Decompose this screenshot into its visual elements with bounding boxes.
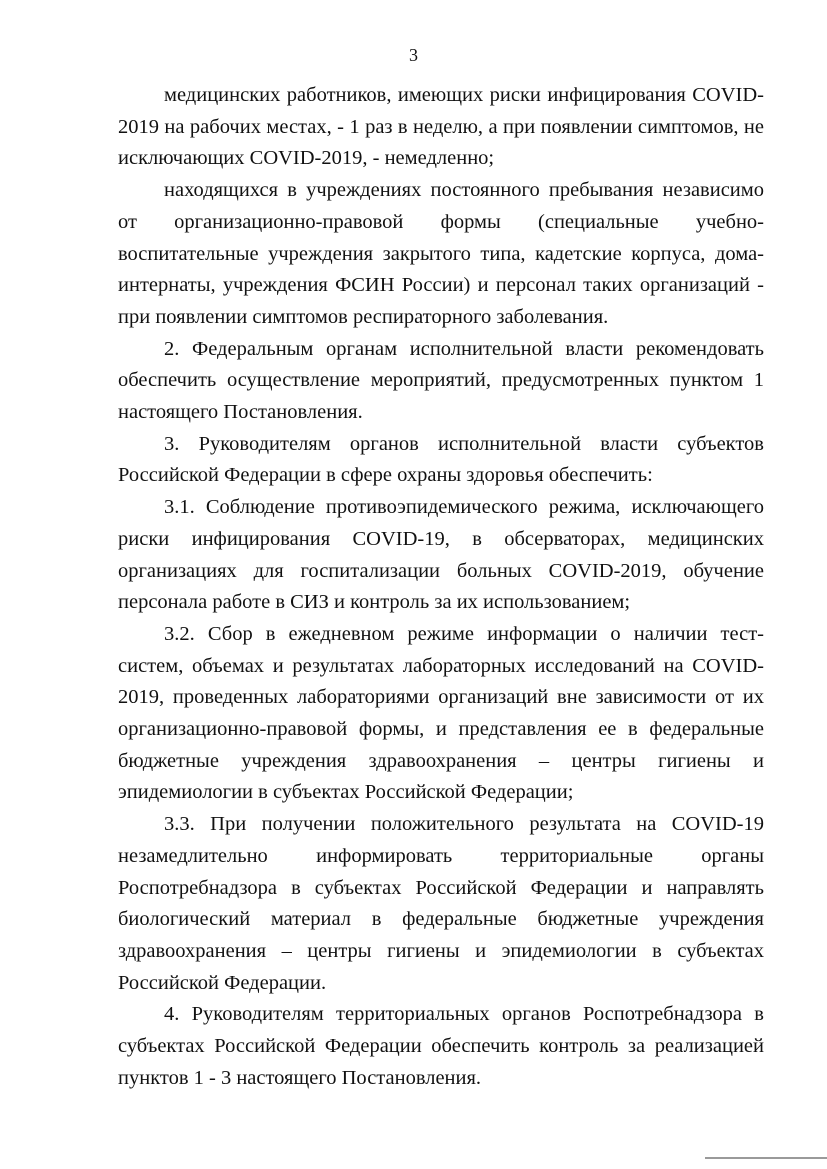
paragraph-item-4: 4. Руководителям территориальных органов Роспотребнадзора в субъектах Российской Федерации обеспечить контроль за реализацией пунктов 1 - 3 настоящего Постановления. (118, 1003, 764, 1089)
page-number: 3 (409, 45, 418, 65)
scan-edge-line (705, 1157, 827, 1159)
paragraph-item-3: 3. Руководителям органов исполнительной власти субъектов Российской Федерации в сфере охраны здоровья обеспечить: (118, 432, 764, 487)
paragraph-item-2: 2. Федеральным органам исполнительной власти рекомендовать обеспечить осуществление мероприятий, предусмотренных пунктом 1 настоящего Постановления. (118, 337, 764, 424)
paragraph-item-3-3: 3.3. При получении положительного результата на COVID-19 незамедлительно информировать территориальные органы Роспотребнадзора в субъектах Российской Федерации и направлять биологический материал в федеральные бюджетные учреждения здравоохранения – центры гигиены и эпидемиологии в субъектах Российской Федерации. (118, 813, 764, 994)
document-body (118, 80, 764, 1095)
paragraph-medical-workers: медицинских работников, имеющих риски инфицирования COVID-2019 на рабочих местах, - 1 раз в неделю, а при появлении симптомов, не исключающих COVID-2019, - немедленно; (118, 84, 764, 170)
paragraph-item-3-1: 3.1. Соблюдение противоэпидемического режима, исключающего риски инфицирования COVID-19, в обсерваторах, медицинских организациях для госпитализации больных COVID-2019, обучение персонала работе в СИЗ и контроль за их использованием; (118, 496, 764, 614)
paragraph-institutions: находящихся в учреждениях постоянного пребывания независимо от организационно-правовой формы (специальные учебно-воспитательные учреждения закрытого типа, кадетские корпуса, дома-интернаты, учреждения ФСИН России) и персонал таких организаций - при появлении симптомов респираторного заболевания. (118, 179, 764, 328)
paragraph-item-3-2: 3.2. Сбор в ежедневном режиме информации о наличии тест-систем, объемах и результатах лабораторных исследований на COVID-2019, проведенных лабораториями организаций вне зависимости от их организационно-правовой формы, и представления ее в федеральные бюджетные учреждения здравоохранения – центры гигиены и эпидемиологии в субъектах Российской Федерации; (118, 622, 764, 804)
